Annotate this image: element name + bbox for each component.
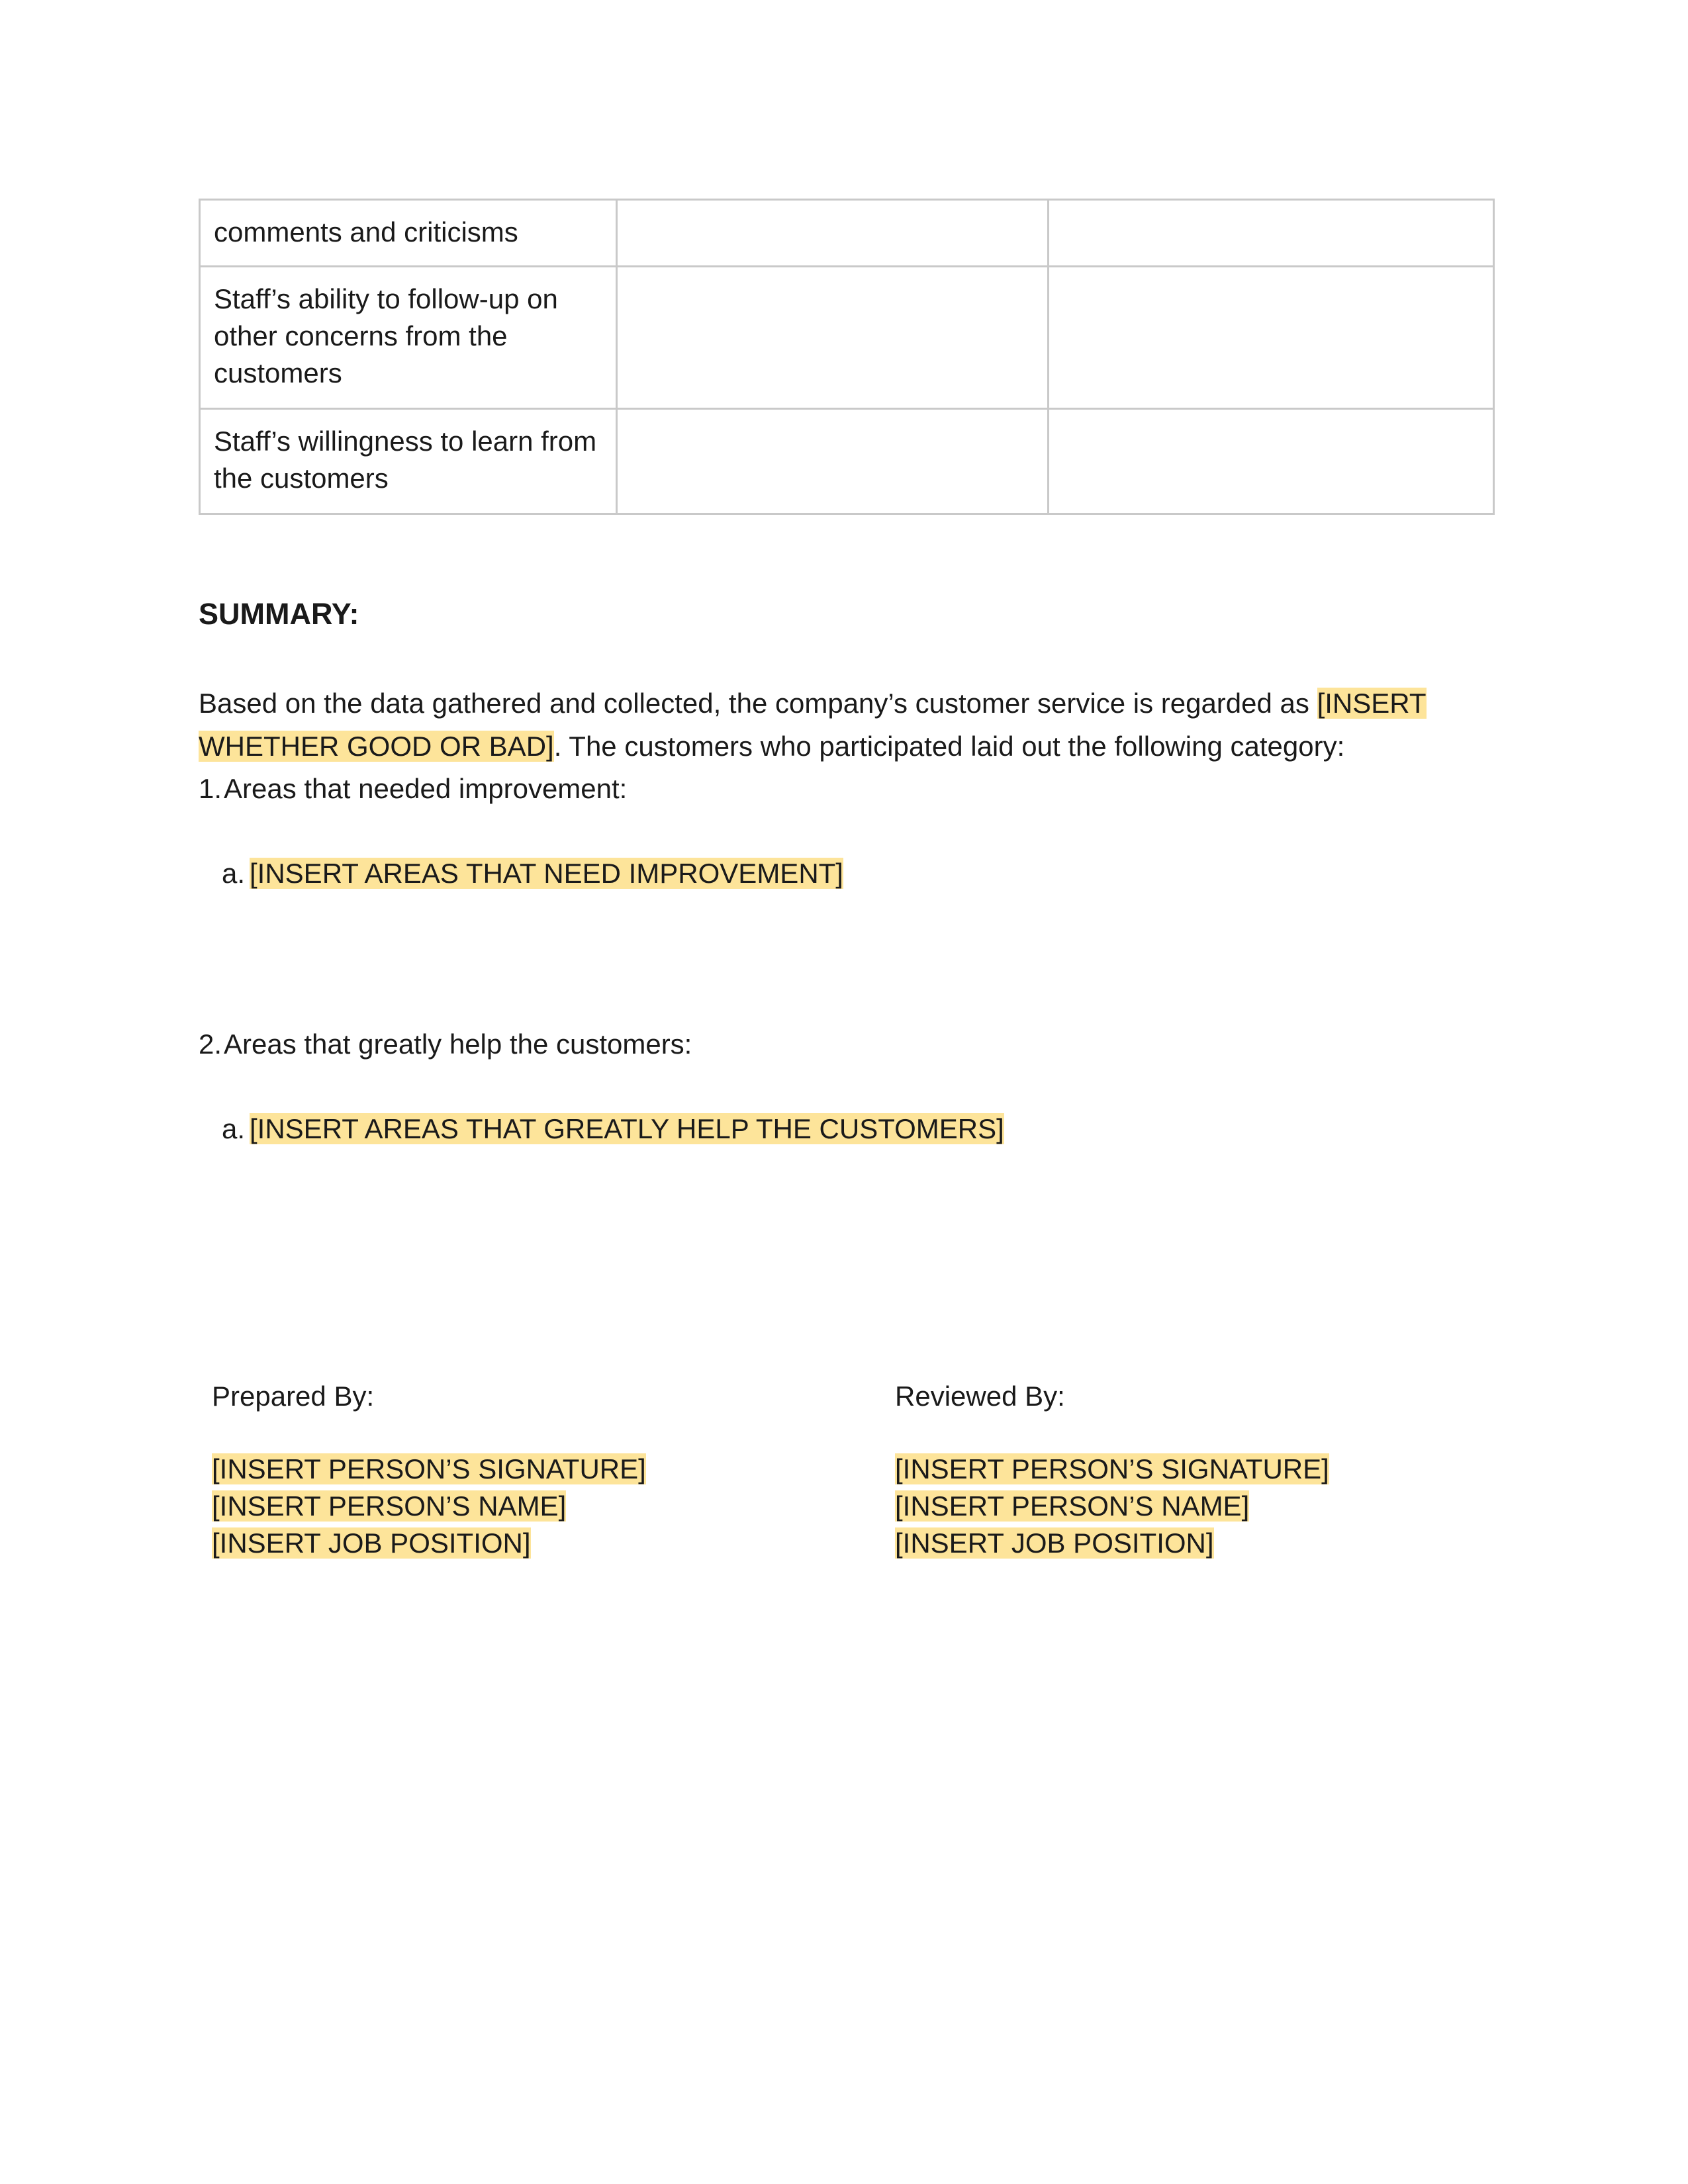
helpful-placeholder[interactable]: [INSERT AREAS THAT GREATLY HELP THE CUSTOMERS] bbox=[250, 1113, 1004, 1144]
remarks-cell[interactable] bbox=[1049, 409, 1494, 514]
reviewed-name-placeholder[interactable]: [INSERT PERSON’S NAME] bbox=[895, 1490, 1250, 1522]
category-heading-improvement bbox=[199, 769, 627, 809]
summary-paragraph bbox=[199, 682, 1496, 768]
table-row bbox=[200, 267, 1494, 409]
remarks-cell[interactable] bbox=[1049, 200, 1494, 267]
list-number: 2. bbox=[199, 1028, 222, 1060]
summary-heading: SUMMARY: bbox=[199, 597, 359, 631]
rating-cell[interactable] bbox=[617, 200, 1049, 267]
helpful-item bbox=[222, 1109, 1004, 1149]
list-letter: a. bbox=[222, 1113, 246, 1144]
criterion-cell: Staff’s willingness to learn from the customers bbox=[200, 409, 617, 514]
prepared-by-label: Prepared By: bbox=[212, 1381, 375, 1412]
summary-intro-text-end: . The customers who participated laid out the following category: bbox=[553, 731, 1345, 762]
reviewed-position-placeholder[interactable]: [INSERT JOB POSITION] bbox=[895, 1527, 1214, 1559]
prepared-position-placeholder[interactable]: [INSERT JOB POSITION] bbox=[212, 1527, 531, 1559]
prepared-name-placeholder[interactable]: [INSERT PERSON’S NAME] bbox=[212, 1490, 567, 1522]
summary-intro-text: Based on the data gathered and collected, the company’s customer service is regarded as bbox=[199, 688, 1317, 719]
prepared-by-block bbox=[212, 1377, 646, 1562]
criterion-cell: comments and criticisms bbox=[200, 200, 617, 267]
category-heading-helpful bbox=[199, 1024, 692, 1064]
reviewed-by-label: Reviewed By: bbox=[895, 1381, 1065, 1412]
improvement-placeholder[interactable]: [INSERT AREAS THAT NEED IMPROVEMENT] bbox=[250, 858, 843, 889]
criterion-cell: Staff’s ability to follow-up on other concerns from the customers bbox=[200, 267, 617, 409]
list-number: 1. bbox=[199, 773, 222, 804]
rating-placeholder[interactable]: [INSERT WHETHER GOOD OR BAD] bbox=[199, 688, 1427, 762]
evaluation-table bbox=[199, 199, 1495, 515]
rating-cell[interactable] bbox=[617, 267, 1049, 409]
category-label: Areas that needed improvement: bbox=[224, 773, 628, 804]
table-row bbox=[200, 200, 1494, 267]
reviewed-by-block bbox=[895, 1377, 1329, 1562]
improvement-item bbox=[222, 854, 843, 893]
reviewed-signature-placeholder[interactable]: [INSERT PERSON’S SIGNATURE] bbox=[895, 1453, 1329, 1484]
list-letter: a. bbox=[222, 858, 246, 889]
table-row bbox=[200, 409, 1494, 514]
prepared-signature-placeholder[interactable]: [INSERT PERSON’S SIGNATURE] bbox=[212, 1453, 646, 1484]
rating-cell[interactable] bbox=[617, 409, 1049, 514]
remarks-cell[interactable] bbox=[1049, 267, 1494, 409]
category-label: Areas that greatly help the customers: bbox=[224, 1028, 692, 1060]
